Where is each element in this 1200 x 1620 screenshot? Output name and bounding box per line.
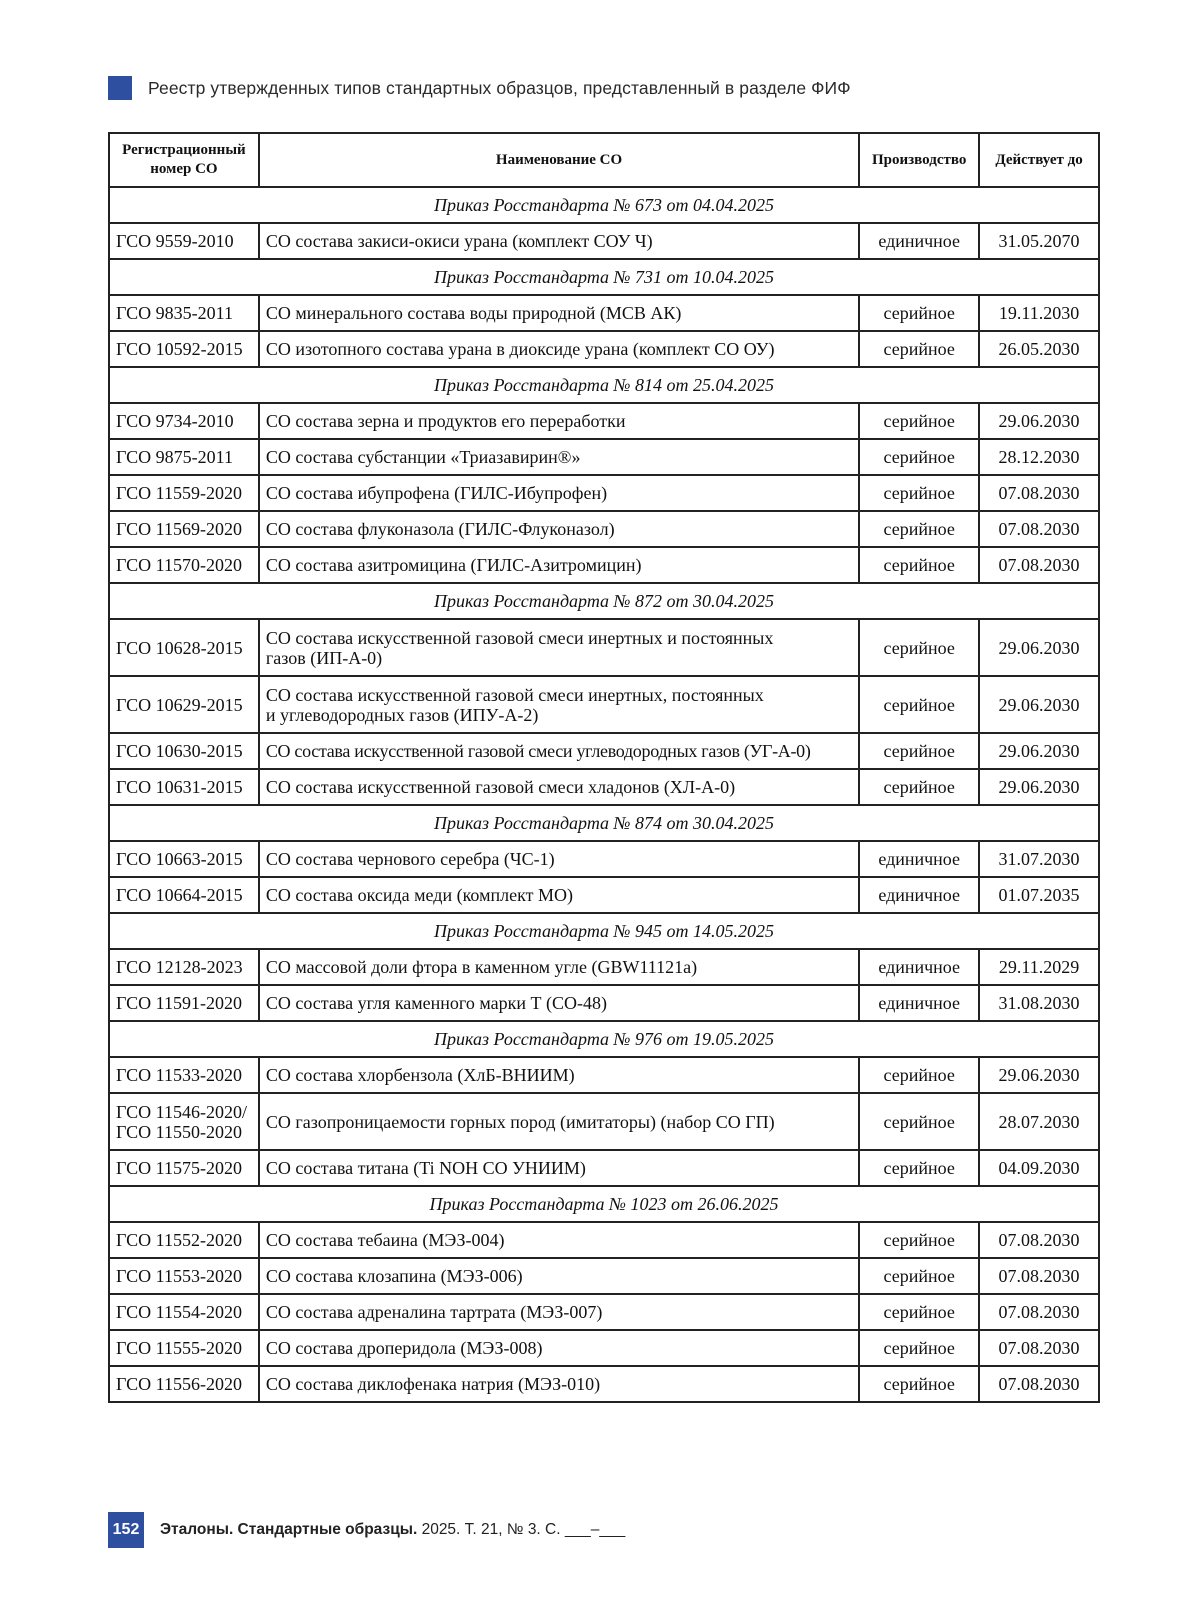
registration-number: ГСО 10631-2015: [109, 769, 259, 805]
table-row: [109, 949, 1099, 985]
order-row: [109, 1021, 1099, 1057]
registration-number: ГСО 10628-2015: [109, 619, 259, 676]
standard-name: СО состава тебаина (МЭЗ-004): [259, 1222, 859, 1258]
standard-name: СО состава азитромицина (ГИЛС-Азитромицин): [259, 547, 859, 583]
registration-number: ГСО 11554-2020: [109, 1294, 259, 1330]
registration-number: ГСО 12128-2023: [109, 949, 259, 985]
standard-name: СО состава субстанции «Триазавирин®»: [259, 439, 859, 475]
standard-name: СО состава оксида меди (комплект МО): [259, 877, 859, 913]
production-type: серийное: [859, 1093, 979, 1150]
production-type: единичное: [859, 841, 979, 877]
footer-citation: [160, 1521, 625, 1539]
table-row: [109, 733, 1099, 769]
production-type: единичное: [859, 985, 979, 1021]
valid-until: 29.06.2030: [979, 1057, 1099, 1093]
page-footer: [108, 1512, 625, 1548]
registration-number: ГСО 10664-2015: [109, 877, 259, 913]
order-title: Приказ Росстандарта № 1023 от 26.06.2025: [109, 1186, 1099, 1222]
standard-name: СО состава искусственной газовой смеси хладонов (ХЛ-А-0): [259, 769, 859, 805]
production-type: единичное: [859, 949, 979, 985]
production-type: единичное: [859, 223, 979, 259]
standard-name-line: газов (ИП-А-0): [265, 647, 383, 668]
table-row: [109, 877, 1099, 913]
table-header-row: [109, 133, 1099, 187]
registration-number: ГСО 11552-2020: [109, 1222, 259, 1258]
registration-number: ГСО 11533-2020: [109, 1057, 259, 1093]
production-type: серийное: [859, 439, 979, 475]
standard-name-line: и углеводородных газов (ИПУ-А-2): [265, 704, 539, 725]
standard-name: СО состава диклофенака натрия (МЭЗ-010): [259, 1366, 859, 1402]
standard-name: СО состава закиси-окиси урана (комплект СОУ Ч): [259, 223, 859, 259]
table-row: [109, 619, 1099, 676]
journal-name: Эталоны. Стандартные образцы.: [160, 1521, 418, 1538]
valid-until: 07.08.2030: [979, 1258, 1099, 1294]
standard-name: [259, 676, 859, 733]
table-row: [109, 1366, 1099, 1402]
order-title: Приказ Росстандарта № 945 от 14.05.2025: [109, 913, 1099, 949]
registration-number: ГСО 10592-2015: [109, 331, 259, 367]
valid-until: 01.07.2035: [979, 877, 1099, 913]
registration-number-line: ГСО 11546-2020/: [116, 1101, 248, 1122]
table-row: [109, 439, 1099, 475]
order-title: Приказ Росстандарта № 874 от 30.04.2025: [109, 805, 1099, 841]
table-row: [109, 547, 1099, 583]
valid-until: 31.07.2030: [979, 841, 1099, 877]
production-type: единичное: [859, 877, 979, 913]
table-row: [109, 985, 1099, 1021]
production-type: серийное: [859, 1150, 979, 1186]
production-type: серийное: [859, 1222, 979, 1258]
registration-number: ГСО 9875-2011: [109, 439, 259, 475]
valid-until: 29.06.2030: [979, 619, 1099, 676]
standard-name: СО массовой доли фтора в каменном угле (GBW11121a): [259, 949, 859, 985]
order-title: Приказ Росстандарта № 673 от 04.04.2025: [109, 187, 1099, 223]
valid-until: 31.08.2030: [979, 985, 1099, 1021]
valid-until: 29.11.2029: [979, 949, 1099, 985]
production-type: серийное: [859, 1258, 979, 1294]
registration-number: ГСО 11570-2020: [109, 547, 259, 583]
standard-name-line: СО состава искусственной газовой смеси инертных и постоянных: [265, 627, 774, 648]
table-row: [109, 1258, 1099, 1294]
order-row: [109, 913, 1099, 949]
valid-until: 07.08.2030: [979, 547, 1099, 583]
production-type: серийное: [859, 403, 979, 439]
registration-number: ГСО 9734-2010: [109, 403, 259, 439]
standard-name: СО состава флуконазола (ГИЛС-Флуконазол): [259, 511, 859, 547]
valid-until: 07.08.2030: [979, 475, 1099, 511]
table-row: [109, 1150, 1099, 1186]
standard-name: СО минерального состава воды природной (МСВ АК): [259, 295, 859, 331]
registration-number: ГСО 11556-2020: [109, 1366, 259, 1402]
column-header-production: Производство: [859, 133, 979, 187]
production-type: серийное: [859, 1057, 979, 1093]
registration-number-line: ГСО 11550-2020: [116, 1121, 242, 1142]
valid-until: 07.08.2030: [979, 1222, 1099, 1258]
valid-until: 28.12.2030: [979, 439, 1099, 475]
standard-name: СО изотопного состава урана в диоксиде урана (комплект СО ОУ): [259, 331, 859, 367]
registration-number: ГСО 11569-2020: [109, 511, 259, 547]
standard-name: СО состава клозапина (МЭЗ-006): [259, 1258, 859, 1294]
table-row: [109, 1057, 1099, 1093]
standard-name-line: СО состава искусственной газовой смеси инертных, постоянных: [265, 684, 764, 705]
page-header: [108, 76, 851, 100]
registration-number: ГСО 9835-2011: [109, 295, 259, 331]
standard-name: СО состава ибупрофена (ГИЛС-Ибупрофен): [259, 475, 859, 511]
standard-name: СО состава дроперидола (МЭЗ-008): [259, 1330, 859, 1366]
registration-number: ГСО 10630-2015: [109, 733, 259, 769]
order-title: Приказ Росстандарта № 731 от 10.04.2025: [109, 259, 1099, 295]
valid-until: 07.08.2030: [979, 1366, 1099, 1402]
table-row: [109, 1294, 1099, 1330]
standard-name: СО газопроницаемости горных пород (имитаторы) (набор СО ГП): [259, 1093, 859, 1150]
standard-name: СО состава угля каменного марки Т (СО-48): [259, 985, 859, 1021]
table-row: [109, 841, 1099, 877]
order-title: Приказ Росстандарта № 872 от 30.04.2025: [109, 583, 1099, 619]
table-row: [109, 511, 1099, 547]
table-row: [109, 403, 1099, 439]
standard-name: СО состава титана (Ti NOH СО УНИИМ): [259, 1150, 859, 1186]
production-type: серийное: [859, 769, 979, 805]
production-type: серийное: [859, 1366, 979, 1402]
header-title: Реестр утвержденных типов стандартных образцов, представленный в разделе ФИФ: [148, 77, 851, 98]
valid-until: 07.08.2030: [979, 1294, 1099, 1330]
valid-until: 07.08.2030: [979, 511, 1099, 547]
standard-name: СО состава искусственной газовой смеси углеводородных газов (УГ-А-0): [259, 733, 859, 769]
order-row: [109, 805, 1099, 841]
production-type: серийное: [859, 619, 979, 676]
header-accent-square: [108, 76, 132, 100]
order-row: [109, 367, 1099, 403]
registry-table: [108, 132, 1100, 1403]
production-type: серийное: [859, 1330, 979, 1366]
registration-number: ГСО 11591-2020: [109, 985, 259, 1021]
order-title: Приказ Росстандарта № 976 от 19.05.2025: [109, 1021, 1099, 1057]
table-row: [109, 1222, 1099, 1258]
table-row: [109, 331, 1099, 367]
production-type: серийное: [859, 511, 979, 547]
table-row: [109, 676, 1099, 733]
column-header-name: Наименование СО: [259, 133, 859, 187]
valid-until: 29.06.2030: [979, 403, 1099, 439]
page-number: 152: [108, 1512, 144, 1548]
order-row: [109, 1186, 1099, 1222]
table-row: [109, 475, 1099, 511]
valid-until: 29.06.2030: [979, 733, 1099, 769]
valid-until: 28.07.2030: [979, 1093, 1099, 1150]
registration-number: ГСО 11559-2020: [109, 475, 259, 511]
production-type: серийное: [859, 331, 979, 367]
table-row: [109, 1330, 1099, 1366]
order-row: [109, 259, 1099, 295]
registration-number: ГСО 11555-2020: [109, 1330, 259, 1366]
production-type: серийное: [859, 547, 979, 583]
table-row: [109, 769, 1099, 805]
registration-number: [109, 1093, 259, 1150]
standard-name: СО состава адреналина тартрата (МЭЗ-007): [259, 1294, 859, 1330]
standard-name: СО состава чернового серебра (ЧС-1): [259, 841, 859, 877]
citation-details: 2025. Т. 21, № 3. С. ___–___: [417, 1521, 626, 1538]
valid-until: 29.06.2030: [979, 676, 1099, 733]
production-type: серийное: [859, 733, 979, 769]
order-row: [109, 583, 1099, 619]
production-type: серийное: [859, 295, 979, 331]
valid-until: 04.09.2030: [979, 1150, 1099, 1186]
valid-until: 19.11.2030: [979, 295, 1099, 331]
registration-number: ГСО 10663-2015: [109, 841, 259, 877]
production-type: серийное: [859, 676, 979, 733]
production-type: серийное: [859, 475, 979, 511]
table-row: [109, 295, 1099, 331]
valid-until: 07.08.2030: [979, 1330, 1099, 1366]
table-row: [109, 1093, 1099, 1150]
order-row: [109, 187, 1099, 223]
registration-number: ГСО 10629-2015: [109, 676, 259, 733]
registration-number: ГСО 11575-2020: [109, 1150, 259, 1186]
column-header-valid-until: Действует до: [979, 133, 1099, 187]
standard-name: [259, 619, 859, 676]
valid-until: 26.05.2030: [979, 331, 1099, 367]
standard-name: СО состава хлорбензола (ХлБ-ВНИИМ): [259, 1057, 859, 1093]
standard-name: СО состава зерна и продуктов его переработки: [259, 403, 859, 439]
valid-until: 31.05.2070: [979, 223, 1099, 259]
registration-number: ГСО 11553-2020: [109, 1258, 259, 1294]
table-row: [109, 223, 1099, 259]
valid-until: 29.06.2030: [979, 769, 1099, 805]
registration-number: ГСО 9559-2010: [109, 223, 259, 259]
order-title: Приказ Росстандарта № 814 от 25.04.2025: [109, 367, 1099, 403]
column-header-number: Регистрационный номер СО: [109, 133, 259, 187]
production-type: серийное: [859, 1294, 979, 1330]
